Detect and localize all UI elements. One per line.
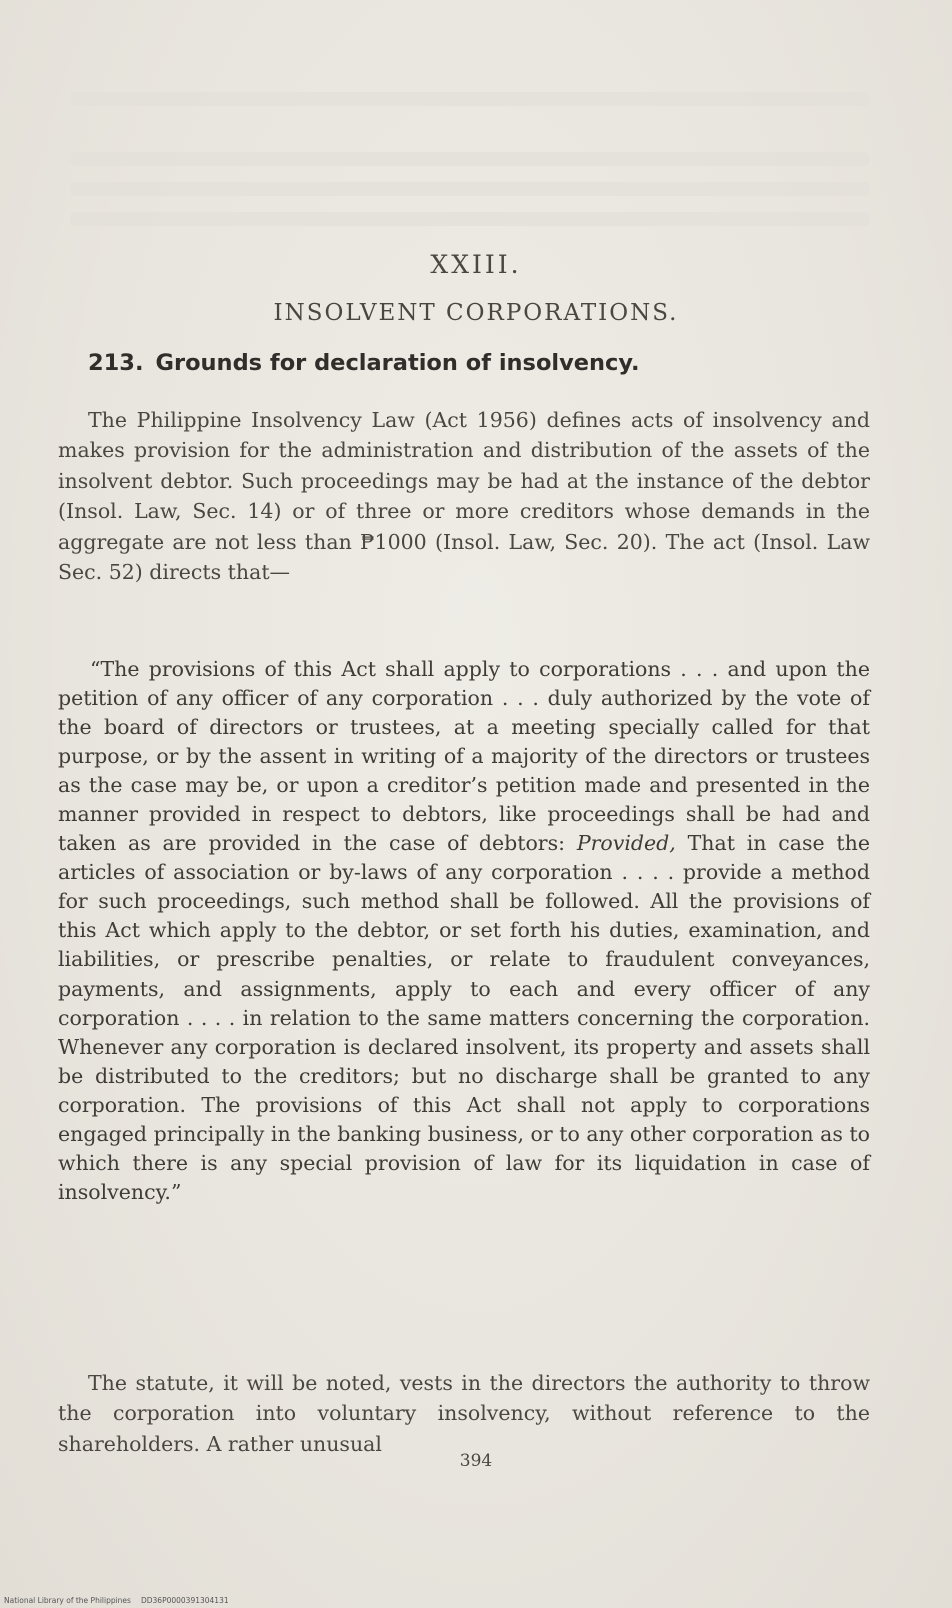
quote-text-part-1: “The provisions of this Act shall apply to corporations . . . and upon the petition of any officer of any corporation . . . duly authorized by the vote of the board of directors or trustees, at a meeting specially called for that purpose, or by the assent in writing of a majority of the directors or trustees as the case may be, or upon a creditor’s petition made and presented in the manner provided in respect to debtors, like proceedings shall be had and taken as are provided in the case of debtors: [58,656,870,856]
quote-emphasis: Provided, [576,831,676,856]
footer-id: DD36P0000391304131 [140,1596,229,1605]
bleed-through-line [70,92,870,106]
bleed-through-line [70,152,870,166]
bleed-through-line [70,212,870,226]
body-paragraph-2: The statute, it will be noted, vests in the directors the authority to throw the corporation into voluntary insolvency, without reference to the shareholders. A rather unusual [58,1370,870,1456]
chapter-title: INSOLVENT CORPORATIONS. [273,300,679,326]
statute-quote [58,655,870,1208]
chapter-number: XXIII. [430,250,522,279]
section-number: 213. [88,350,144,376]
body-paragraph-1: The Philippine Insolvency Law (Act 1956) defines acts of insolvency and makes provision for the administration and distribution of the assets of the insolvent debtor. Such proceedings may be had at the instance of the debtor (Insol. Law, Sec. 14) or of three or more creditors whose demands in the aggregate are not less than ₱1000 (Insol. Law, Sec. 20). The act (Insol. Law Sec. 52) directs that— [58,407,870,585]
quote-text-part-2: That in case the articles of association or by-laws of any corporation . . . . provide a method for such proceedings, such method shall be followed. All the provisions of this Act which apply to the debtor, or set forth his duties, examination, and liabilities, or prescribe penalties, or relate to fraudulent conveyances, payments, and assignments, apply to each and every officer of any corporation . . . . in relation to the same matters concerning the corporation. Whenever any corporation is declared insolvent, its property and assets shall be distributed to the creditors; but no discharge shall be granted to any corporation. The provisions of this Act shall not apply to corporations engaged principally in the banking business, or to any other corporation as to which there is any special provision of law for its liquidation in case of insolvency.” [58,831,870,1205]
page-number: 394 [459,1451,493,1471]
section-heading-text: Grounds for declaration of insolvency. [155,350,640,376]
footer-source: National Library of the Philippines [4,1596,131,1605]
bleed-through-line [70,182,870,196]
scan-footer [4,1596,229,1605]
section-heading [88,350,878,376]
